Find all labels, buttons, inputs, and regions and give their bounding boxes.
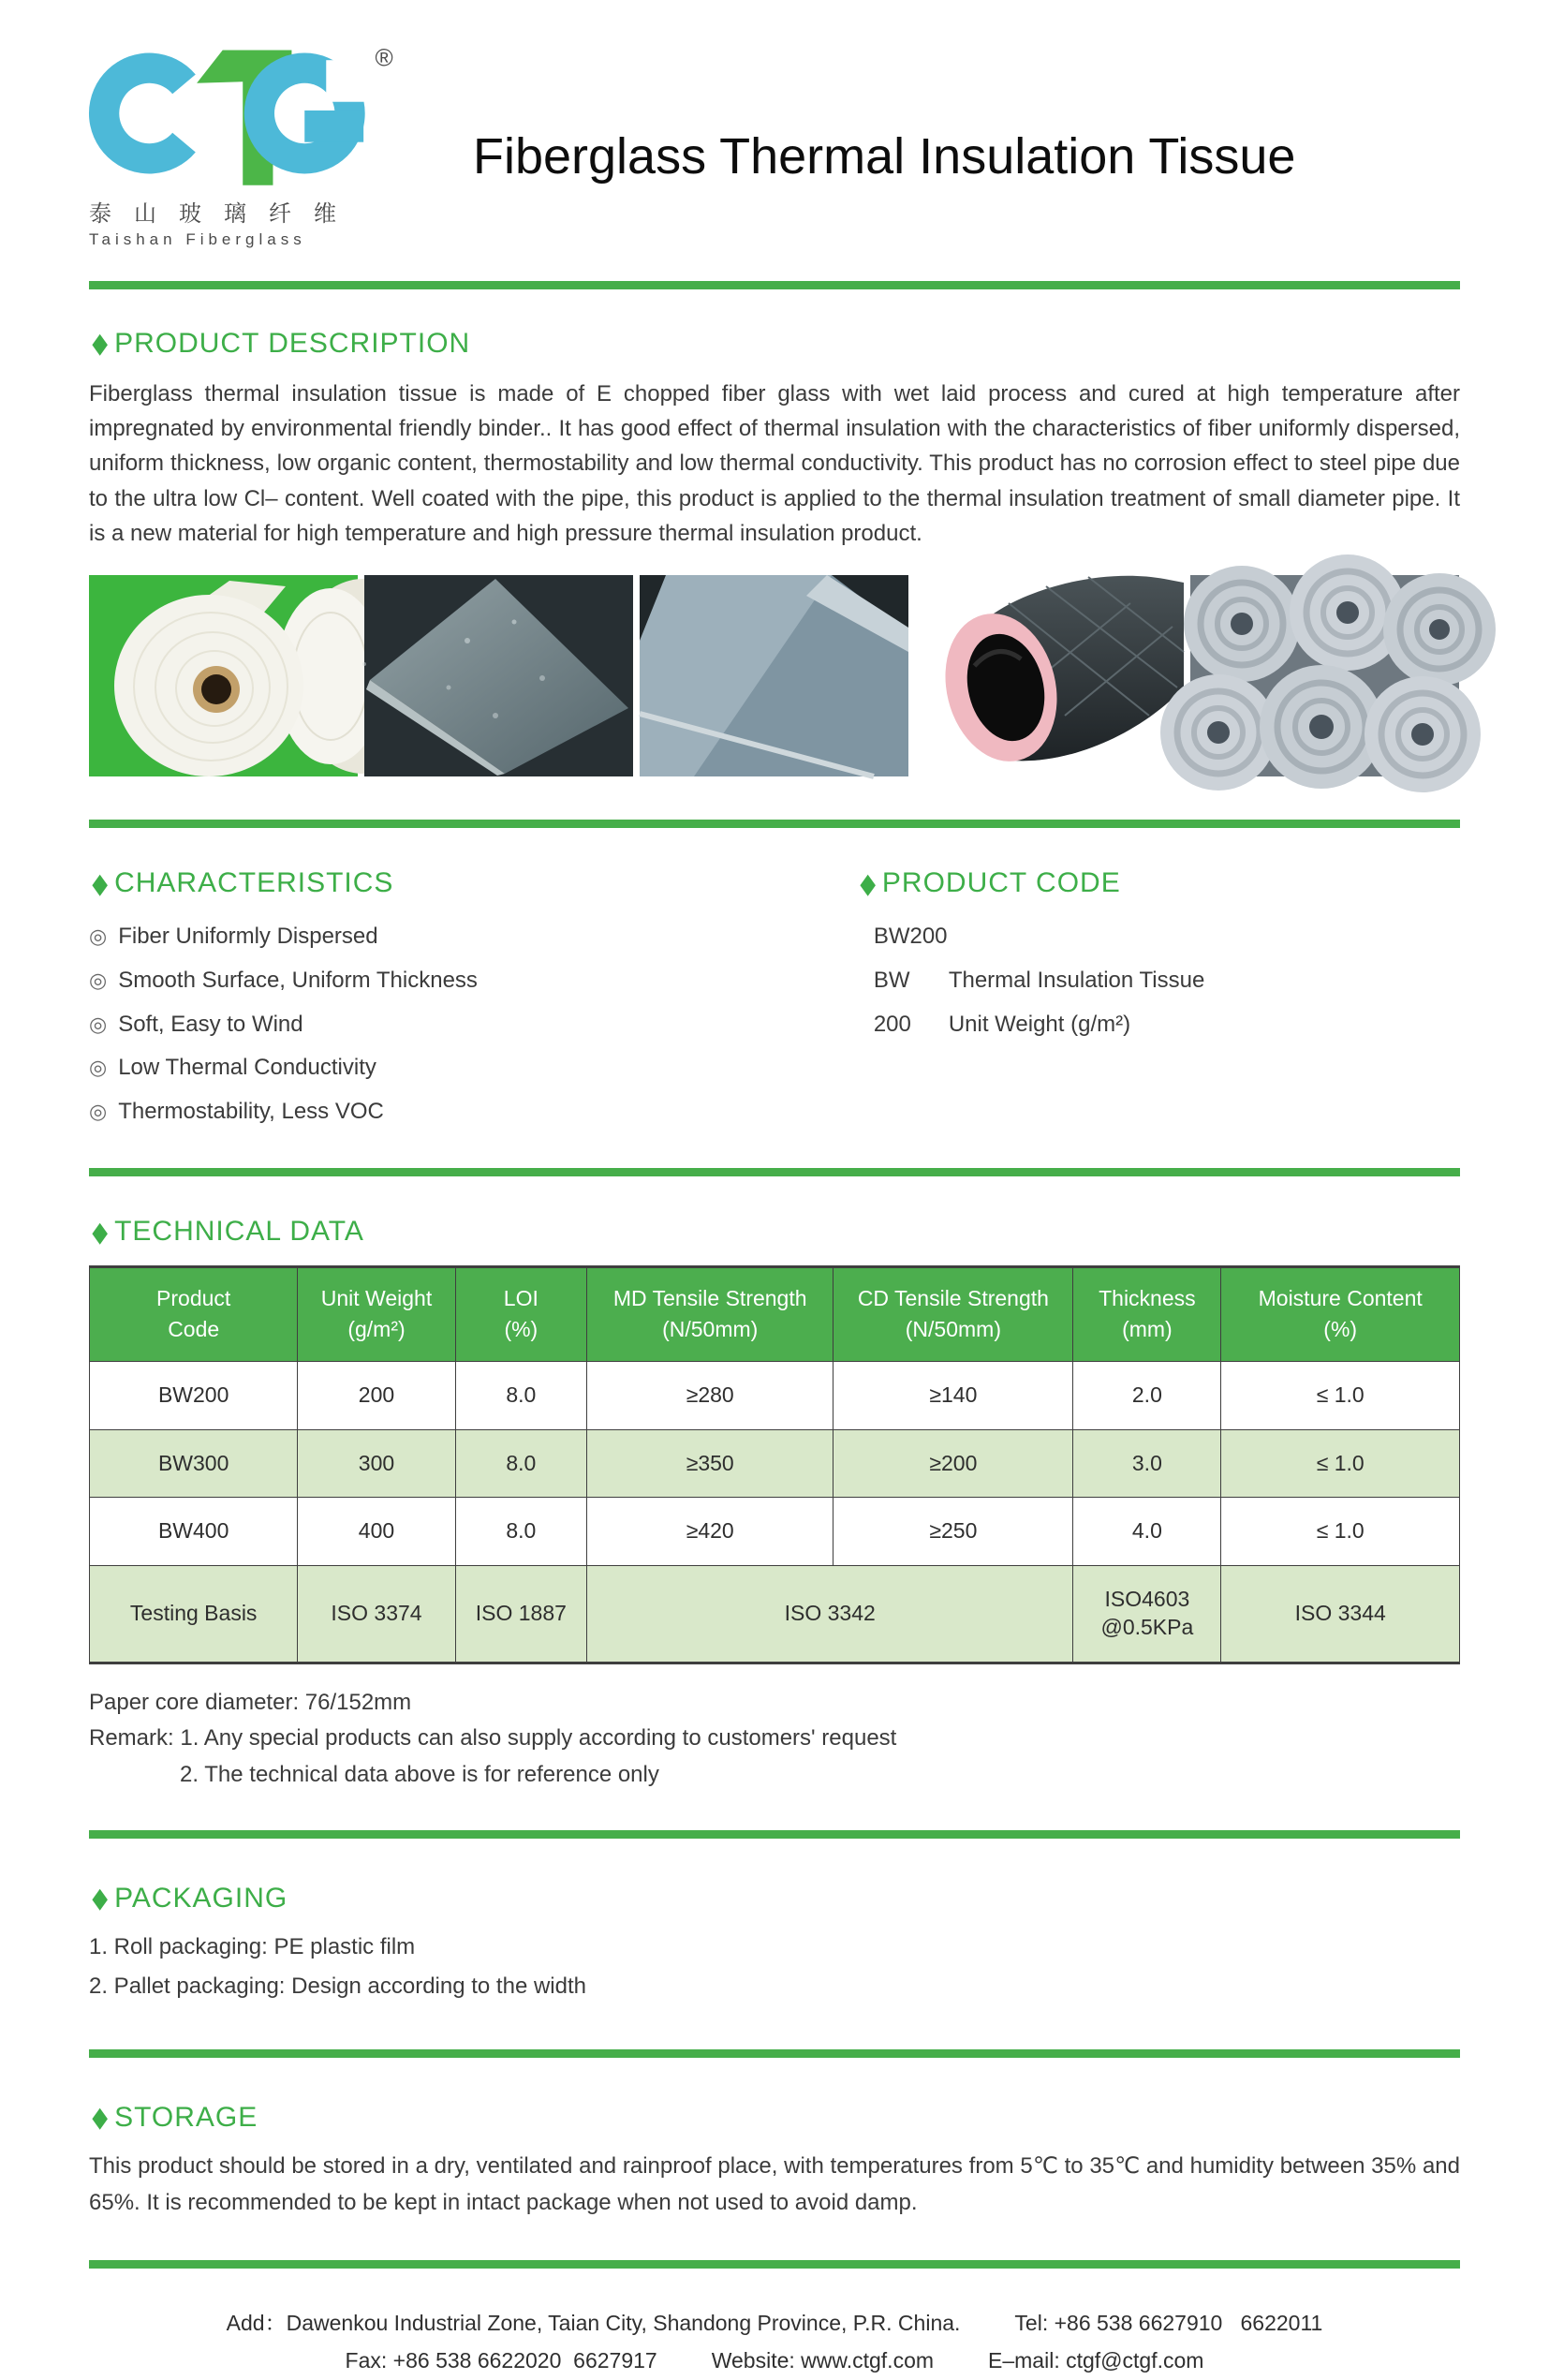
cell: ISO 3342 — [587, 1566, 1073, 1663]
cell: ≤ 1.0 — [1221, 1361, 1460, 1429]
foil-sheet-photo-graphic — [364, 575, 633, 776]
photo-tissue-sheets — [640, 575, 908, 776]
cell: ≥280 — [587, 1361, 834, 1429]
footer-address-label: Add： — [226, 2311, 287, 2336]
circle-bullet-icon: ◎ — [89, 968, 108, 992]
cell: ISO4603 @0.5KPa — [1073, 1566, 1221, 1663]
col-header-product-code: Product Code — [90, 1266, 298, 1361]
characteristic-item — [89, 1003, 857, 1047]
product-code-value: BW — [873, 967, 910, 993]
footer-tel: Tel: +86 538 6627910 6622011 — [1014, 2311, 1323, 2336]
section-heading-storage — [89, 2101, 1460, 2134]
cell: 3.0 — [1073, 1429, 1221, 1498]
col-header-md-tensile: MD Tensile Strength (N/50mm) — [587, 1266, 834, 1361]
section-heading-technical-data — [89, 1216, 1460, 1249]
section-heading-label: PRODUCT CODE — [881, 867, 1121, 899]
table-row-testing-basis — [90, 1566, 1460, 1663]
cell: 200 — [298, 1361, 455, 1429]
cell: 4.0 — [1073, 1498, 1221, 1566]
col-header-thickness: Thickness (mm) — [1073, 1266, 1221, 1361]
description-paragraph: Fiberglass thermal insulation tissue is made of E chopped fiber glass with wet laid process and cured at high temperature after impregnated by environmental friendly binder.. It has good effect of thermal insulation with the characteristics of fiber uniformly dispersed, uniform thickness, low organic content, thermostability and low thermal conductivity. This product has no corrosion effect to steel pipe due to the ultra low Cl– content. Well coated with the pipe, this product is applied to the thermal insulation treatment of small diameter pipe. It is a new material for high temperature and high pressure thermal insulation product. — [89, 381, 1460, 546]
section-heading-label: PACKAGING — [114, 1882, 288, 1914]
characteristic-text: Low Thermal Conductivity — [118, 1055, 376, 1081]
diamond-icon: ◆ — [92, 867, 109, 899]
diamond-icon: ◆ — [92, 2102, 109, 2134]
characteristic-item — [89, 959, 857, 1003]
cell: ISO 1887 — [455, 1566, 586, 1663]
table-row-bw400 — [90, 1498, 1460, 1566]
photo-stacked-rolls — [1190, 575, 1459, 776]
cell: ≤ 1.0 — [1221, 1498, 1460, 1566]
diamond-icon: ◆ — [92, 1216, 109, 1248]
brand-name-english: Taishan Fiberglass — [89, 230, 306, 248]
table-header-row — [90, 1266, 1460, 1361]
header — [89, 0, 1460, 249]
cell: 8.0 — [455, 1498, 586, 1566]
note-remark-2: 2. The technical data above is for reference only — [180, 1761, 659, 1787]
note-remark-1: Remark: 1. Any special products can also supply according to customers' request — [89, 1725, 897, 1752]
cell: 8.0 — [455, 1361, 586, 1429]
col-header-cd-tensile: CD Tensile Strength (N/50mm) — [834, 1266, 1073, 1361]
table-notes — [89, 1685, 1460, 1793]
cell: ≥250 — [834, 1498, 1073, 1566]
divider-bar — [89, 281, 1460, 289]
characteristic-text: Fiber Uniformly Dispersed — [118, 923, 378, 949]
storage-paragraph: This product should be stored in a dry, ventilated and rainproof place, with temperatures from 5℃ to 35℃ and humidity between 35% and 65%. It is recommended to be kept in intact package when not used to avoid damp. — [89, 2153, 1460, 2215]
circle-bullet-icon: ◎ — [89, 1012, 108, 1036]
col-header-moisture: Moisture Content (%) — [1221, 1266, 1460, 1361]
cell: Testing Basis — [90, 1566, 298, 1663]
section-heading-characteristics — [89, 867, 857, 900]
company-logo — [89, 41, 398, 249]
footer-email: E–mail: ctgf@ctgf.com — [988, 2348, 1204, 2373]
fiberglass-rolls-photo-graphic — [89, 575, 358, 776]
divider-bar — [89, 2260, 1460, 2269]
cell: BW200 — [90, 1361, 298, 1429]
cell: ≥420 — [587, 1498, 834, 1566]
packaging-item: 1. Roll packaging: PE plastic film — [89, 1934, 416, 1960]
cell: BW400 — [90, 1498, 298, 1566]
cell: ≥140 — [834, 1361, 1073, 1429]
product-code-value: BW200 — [873, 923, 948, 949]
product-code-line — [874, 959, 1460, 1003]
section-heading-label: TECHNICAL DATA — [114, 1216, 364, 1248]
product-code-line — [874, 1003, 1460, 1047]
tissue-sheets-photo-graphic — [640, 575, 908, 776]
section-heading-label: PRODUCT DESCRIPTION — [114, 327, 471, 359]
photo-insulated-duct — [915, 575, 1184, 776]
photo-foil-faced-sheet — [364, 575, 633, 776]
circle-bullet-icon: ◎ — [89, 1056, 108, 1080]
registered-mark-icon: ® — [375, 43, 393, 72]
page-title: Fiberglass Thermal Insulation Tissue — [473, 128, 1296, 185]
stacked-rolls-photo-graphic — [1190, 575, 1459, 776]
cell: 300 — [298, 1429, 455, 1498]
cell: 8.0 — [455, 1429, 586, 1498]
cell: ISO 3374 — [298, 1566, 455, 1663]
characteristic-item — [89, 1090, 857, 1134]
cell: ≤ 1.0 — [1221, 1429, 1460, 1498]
cell: ≥200 — [834, 1429, 1073, 1498]
section-heading-label: CHARACTERISTICS — [114, 867, 394, 899]
cell: ≥350 — [587, 1429, 834, 1498]
cell: 400 — [298, 1498, 455, 1566]
product-code-desc: Thermal Insulation Tissue — [948, 967, 1205, 993]
cell: BW300 — [90, 1429, 298, 1498]
diamond-icon: ◆ — [92, 1883, 109, 1914]
characteristic-text: Soft, Easy to Wind — [118, 1011, 303, 1037]
divider-bar — [89, 820, 1460, 828]
product-code-line — [874, 915, 1460, 959]
table-row-bw300 — [90, 1429, 1460, 1498]
characteristic-item — [89, 915, 857, 959]
characteristics-section — [89, 867, 857, 1134]
circle-bullet-icon: ◎ — [89, 1100, 108, 1124]
circle-bullet-icon: ◎ — [89, 924, 108, 948]
characteristic-item — [89, 1046, 857, 1090]
footer — [89, 2304, 1460, 2380]
col-header-loi: LOI (%) — [455, 1266, 586, 1361]
product-photo-row — [89, 575, 1460, 776]
technical-data-table — [89, 1265, 1460, 1664]
packaging-item: 2. Pallet packaging: Design according to the width — [89, 1973, 586, 2000]
section-heading-description — [89, 327, 1460, 360]
brand-name-chinese: 泰山玻璃纤维 — [89, 201, 359, 227]
footer-fax: Fax: +86 538 6622020 6627917 — [345, 2348, 657, 2373]
section-heading-label: STORAGE — [114, 2101, 258, 2133]
footer-address — [227, 2304, 961, 2342]
product-code-desc: Unit Weight (g/m²) — [948, 1011, 1131, 1037]
cell: 2.0 — [1073, 1361, 1221, 1429]
footer-address-value: Dawenkou Industrial Zone, Taian City, Shandong Province, P.R. China. — [286, 2311, 961, 2336]
col-header-unit-weight: Unit Weight (g/m²) — [298, 1266, 455, 1361]
product-code-section — [857, 867, 1460, 1134]
photo-fiberglass-rolls-green — [89, 575, 358, 776]
insulated-duct-photo-graphic — [915, 575, 1184, 776]
diamond-icon: ◆ — [92, 328, 109, 359]
divider-bar — [89, 1168, 1460, 1176]
product-code-value: 200 — [873, 1011, 911, 1037]
cell: ISO 3344 — [1221, 1566, 1460, 1663]
characteristic-text: Thermostability, Less VOC — [118, 1099, 384, 1125]
ctg-logo-icon — [89, 41, 398, 185]
table-row-bw200 — [90, 1361, 1460, 1429]
diamond-icon: ◆ — [860, 867, 877, 899]
characteristic-text: Smooth Surface, Uniform Thickness — [118, 967, 478, 993]
note-paper-core: Paper core diameter: 76/152mm — [89, 1690, 412, 1716]
section-heading-packaging — [89, 1882, 1460, 1914]
divider-bar — [89, 2049, 1460, 2058]
section-heading-product-code — [857, 867, 1460, 900]
divider-bar — [89, 1830, 1460, 1839]
footer-website: Website: www.ctgf.com — [711, 2348, 935, 2373]
